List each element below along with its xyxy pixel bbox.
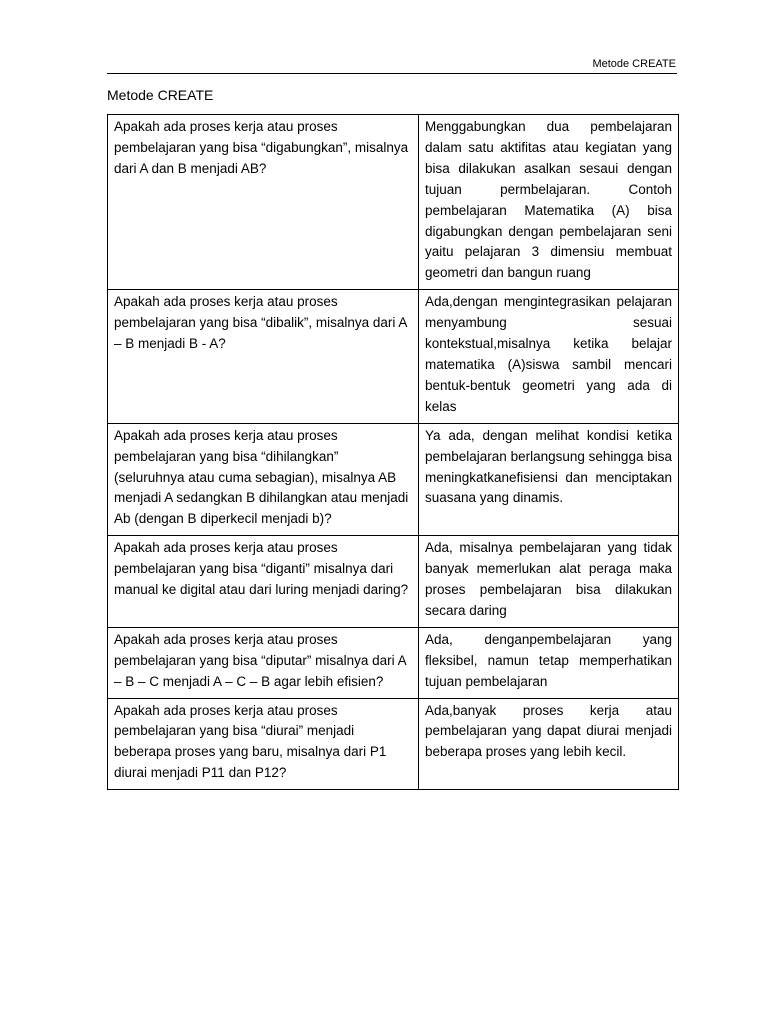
question-cell: Apakah ada proses kerja atau proses pembelajaran yang bisa “diputar” misalnya dari A – B – C menjadi A – C – B agar lebih efisien? [108,627,419,698]
answer-cell: Ada,banyak proses kerja atau pembelajaran yang dapat diurai menjadi beberapa proses yang lebih kecil. [419,698,679,790]
table-row [108,115,679,290]
table-row [108,536,679,628]
question-cell: Apakah ada proses kerja atau proses pembelajaran yang bisa “digabungkan”, misalnya dari A dan B menjadi AB? [108,115,419,290]
question-cell: Apakah ada proses kerja atau proses pembelajaran yang bisa “dibalik”, misalnya dari A – B menjadi B - A? [108,290,419,423]
header-divider [107,73,677,74]
table-row [108,698,679,790]
answer-cell: Ya ada, dengan melihat kondisi ketika pembelajaran berlangsung sehingga bisa meningkatkanefisiensi dan menciptakan suasana yang dinamis. [419,423,679,536]
table-row [108,423,679,536]
running-header: Metode CREATE [592,58,676,70]
table-row [108,290,679,423]
document-title: Metode CREATE [107,87,214,103]
answer-cell: Menggabungkan dua pembelajaran dalam satu aktifitas atau kegiatan yang bisa dilakukan asalkan sesaui dengan tujuan permbelajaran. Contoh pembelajaran Matematika (A) bisa digabungkan dengan pembelajaran seni yaitu pelajaran 3 dimensiu membuat geometri dan bangun ruang [419,115,679,290]
question-cell: Apakah ada proses kerja atau proses pembelajaran yang bisa “diganti” misalnya dari manual ke digital atau dari luring menjadi daring? [108,536,419,628]
question-cell: Apakah ada proses kerja atau proses pembelajaran yang bisa “diurai” menjadi beberapa proses yang baru, misalnya dari P1 diurai menjadi P11 dan P12? [108,698,419,790]
create-method-table [107,114,679,790]
answer-cell: Ada,dengan mengintegrasikan pelajaran menyambung sesuai kontekstual,misalnya ketika belajar matematika (A)siswa sambil mencari bentuk-bentuk geometri yang ada di kelas [419,290,679,423]
answer-cell: Ada, misalnya pembelajaran yang tidak banyak memerlukan alat peraga maka proses pembelajaran bisa dilakukan secara daring [419,536,679,628]
table-row [108,627,679,698]
answer-cell: Ada, denganpembelajaran yang fleksibel, namun tetap memperhatikan tujuan pembelajaran [419,627,679,698]
question-cell: Apakah ada proses kerja atau proses pembelajaran yang bisa “dihilangkan” (seluruhnya atau cuma sebagian), misalnya AB menjadi A sedangkan B dihilangkan atau menjadi Ab (dengan B diperkecil menjadi b)? [108,423,419,536]
